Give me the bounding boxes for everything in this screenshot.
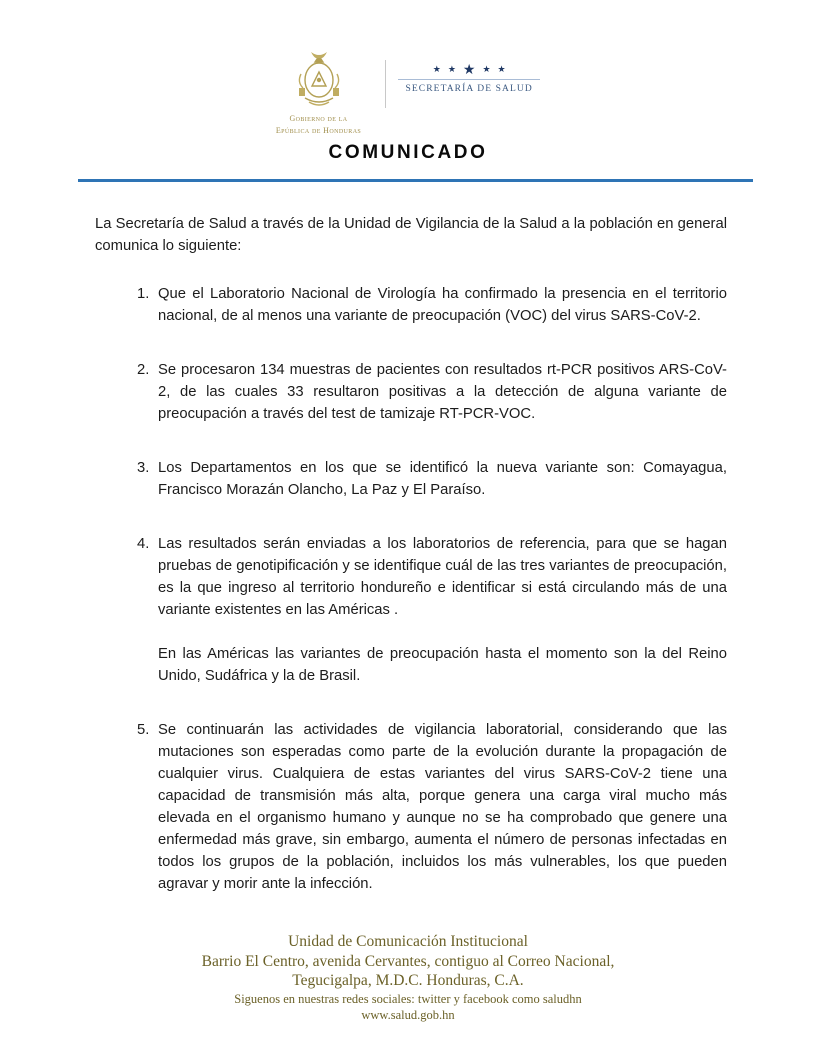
list-number: 3. [137, 460, 150, 476]
star-icon: ★ [462, 61, 476, 77]
list-item-text: Que el Laboratorio Nacional de Virología ha confirmado la presencia en el territorio nacional, de al menos una variante de preocupación (VOC) del virus SARS-CoV-2. [158, 286, 727, 324]
document-body [95, 213, 727, 927]
header [0, 50, 816, 136]
title-divider [78, 179, 753, 182]
footer-unit: Unidad de Comunicación Institucional [288, 933, 528, 950]
list-item-subparagraph: En las Américas las variantes de preocupación hasta el momento son la del Reino Unido, Sudáfrica y la de Brasil. [158, 646, 727, 684]
honduras-coat-of-arms-icon [293, 50, 345, 112]
list-number: 4. [137, 536, 150, 552]
list-number: 2. [137, 362, 150, 378]
ministry-divider-line [398, 79, 540, 80]
intro-paragraph: La Secretaría de Salud a través de la Unidad de Vigilancia de la Salud a la población en general comunica lo siguiente: [95, 216, 727, 254]
list-item-text: Se procesaron 134 muestras de pacientes con resultados rt-PCR positivos ARS-CoV-2, de las cuales 33 resultaron positivas a la detección de alguna variante de preocupación a través del test de tamizaje RT-PCR-VOC. [158, 362, 727, 422]
list-item-1 [95, 283, 727, 327]
list-item-3 [95, 457, 727, 501]
ministry-name: SECRETARÍA DE SALUD [405, 84, 533, 94]
list-number: 1. [137, 286, 150, 302]
list-item-text: Las resultados serán enviadas a los laboratorios de referencia, para que se hagan pruebas de genotipificación y se identifique cuál de las tres variantes de preocupación, es la que ingreso al territorio hondureño e identificar si está circulando más de una variante existentes en las Américas . [158, 536, 727, 618]
footer-social: Siguenos en nuestras redes sociales: twitter y facebook como saludhn [234, 991, 582, 1006]
list-item-4 [95, 533, 727, 687]
government-name-line1: Gobierno de la [289, 114, 348, 123]
star-icon: ★ [482, 63, 491, 74]
list-item-2 [95, 359, 727, 425]
list-item-5 [95, 719, 727, 895]
list-item-text: Se continuarán las actividades de vigilancia laboratorial, considerando que las mutaciones son esperadas como parte de la evolución durante la propagación de cualquier virus. Cualquiera de estas variantes del virus SARS-CoV-2 tiene una capacidad de transmisión más alta, porque genera una carga viral mucho más elevada en el organismo humano y aunque no se ha comprobado que genere una enfermedad más grave, sin embargo, aumenta el número de personas infectadas en todos los grupos de la población, incluidos los más vulnerables, los que pueden agravar y morir ante la infección. [158, 722, 727, 892]
stars-row [398, 62, 540, 76]
star-icon: ★ [432, 63, 441, 74]
list-item-text: Los Departamentos en los que se identificó la nueva variante son: Comayagua, Francisco Morazán Olancho, La Paz y El Paraíso. [158, 460, 727, 498]
footer [0, 932, 816, 1023]
document-title: COMUNICADO [328, 142, 488, 163]
star-icon: ★ [447, 63, 456, 74]
footer-address: Barrio El Centro, avenida Cervantes, contiguo al Correo Nacional, [201, 952, 615, 970]
list-number: 5. [137, 722, 150, 738]
footer-city: Tegucigalpa, M.D.C. Honduras, C.A. [292, 972, 524, 989]
star-icon: ★ [497, 63, 506, 74]
government-seal-block [276, 50, 385, 136]
ministry-logo-block [386, 62, 540, 94]
footer-website: www.salud.gob.hn [361, 1007, 455, 1022]
government-name-line2: Epública de Honduras [275, 126, 362, 135]
